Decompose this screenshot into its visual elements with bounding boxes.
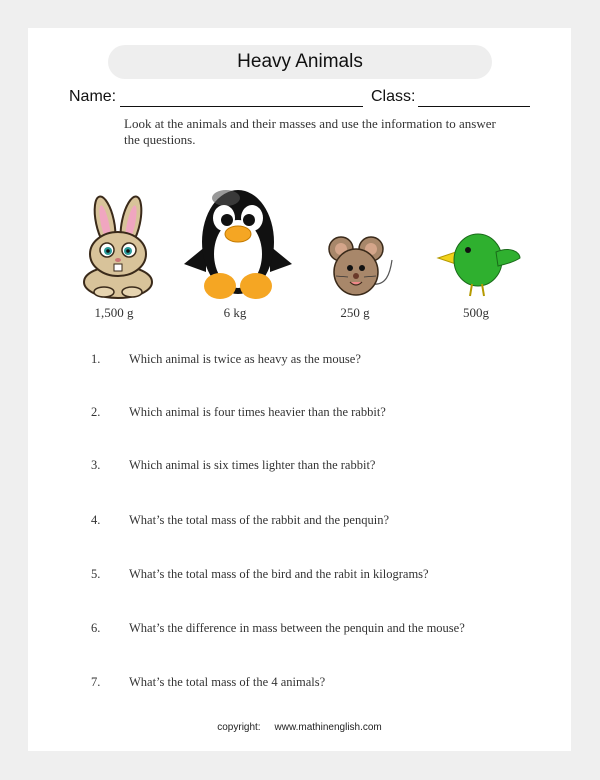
instructions-text: Look at the animals and their masses and use the information to answer the questions. — [124, 116, 496, 147]
mouse-mass-label: 250 g — [340, 305, 370, 320]
title-banner — [108, 45, 492, 79]
question-text: What’s the difference in mass between the penquin and the mouse? — [129, 621, 465, 635]
copyright-label: copyright: — [217, 722, 261, 733]
question-text: Which animal is four times heavier than the rabbit? — [129, 405, 386, 419]
bird-mass-label: 500g — [463, 305, 489, 320]
rabbit-icon — [78, 194, 158, 300]
footer — [28, 722, 571, 733]
class-answer-line[interactable] — [418, 106, 530, 107]
question-number: 4. — [91, 513, 101, 527]
site-link[interactable]: www.mathinenglish.com — [274, 722, 382, 733]
class-label: Class: — [371, 88, 416, 105]
worksheet-page — [28, 28, 571, 751]
mouse-icon — [326, 234, 396, 300]
question-text: Which animal is six times lighter than the rabbit? — [129, 458, 376, 472]
question-number: 2. — [91, 405, 101, 419]
question-number: 5. — [91, 567, 101, 581]
question-text: What’s the total mass of the 4 animals? — [129, 675, 326, 689]
question-number: 3. — [91, 458, 101, 472]
name-answer-line[interactable] — [120, 106, 363, 107]
question-text: Which animal is twice as heavy as the mouse? — [129, 352, 361, 366]
name-label: Name: — [69, 88, 117, 105]
question-number: 6. — [91, 621, 101, 635]
question-text: What’s the total mass of the rabbit and the penquin? — [129, 513, 389, 527]
rabbit-mass-label: 1,500 g — [94, 305, 134, 320]
bird-icon — [434, 228, 524, 300]
question-text: What’s the total mass of the bird and the rabit in kilograms? — [129, 567, 429, 581]
name-class-row — [69, 88, 539, 110]
question-number: 1. — [91, 352, 101, 366]
question-number: 7. — [91, 675, 101, 689]
penguin-mass-label: 6 kg — [223, 305, 247, 320]
penguin-icon — [176, 176, 300, 300]
page-title: Heavy Animals — [237, 51, 363, 72]
